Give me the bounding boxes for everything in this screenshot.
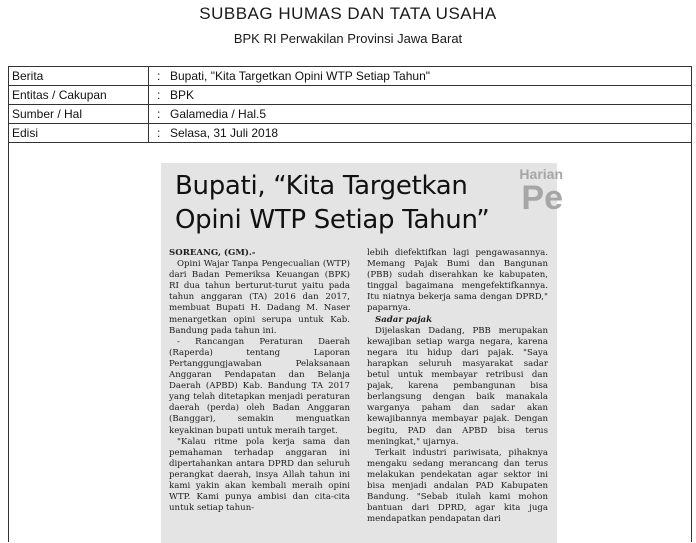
meta-row-entitas	[9, 86, 691, 105]
article-paragraph: Opini Wajar Tanpa Pengecualian (WTP) dari Badan Pemeriksa Keuangan (BPK) RI dua tahun berturut-turut yaitu pada tahun anggaran (TA) 2016 dan 2017, membuat Bupati H. Dadang M. Naser menargetkan opini serupa untuk Kab. Bandung pada tahun ini.	[169, 259, 350, 336]
ghost-text-line1: Harian	[519, 166, 563, 182]
article-column-left	[169, 248, 350, 514]
meta-colon: :	[157, 69, 161, 83]
meta-colon: :	[157, 126, 161, 140]
article-paragraph: - Rancangan Peraturan Daerah (Raperda) tentang Laporan Pertanggungjawaban Pelaksanaan Anggaran Pendapatan dan Belanja Daerah (APBD) Kab. Bandung TA 2017 yang telah ditetapkan menjadi peraturan daerah (perda) oleh Badan Anggaran (Banggar), semakin menguatkan keyakinan bupati untuk meraih target.	[169, 336, 350, 436]
article-column-right	[367, 248, 548, 525]
meta-value: Galamedia / Hal.5	[170, 107, 267, 121]
meta-label: Sumber / Hal	[12, 107, 83, 121]
meta-label: Entitas / Cakupan	[12, 88, 107, 102]
article-subhead: Sadar pajak	[375, 314, 433, 325]
meta-row-sumber	[9, 105, 691, 124]
headline-line-2: Opini WTP Setiap Tahun”	[175, 205, 490, 235]
article-paragraph: lebih diefektifkan lagi pengawasannya. Memang Pajak Bumi dan Bangunan (PBB) sudah diserahkan ke kabupaten, tinggal bagaimana mengefektifkannya. Itu niatnya bekerja sama dengan DPRD," paparnya.	[367, 248, 548, 314]
article-paragraph: "Kalau ritme pola kerja sama dan pemahaman terhadap anggaran ini dipertahankan antara DPRD dan seluruh perangkat daerah, insya Allah tahun ini kami yakin akan kembali meraih opini WTP. Kami punya ambisi dan cita-cita untuk setiap tahun-	[169, 436, 350, 514]
meta-value: BPK	[170, 88, 195, 102]
article-headline	[175, 169, 545, 237]
headline-line-1: Bupati, “Kita Targetkan	[175, 171, 468, 201]
meta-value: Selasa, 31 Juli 2018	[170, 126, 279, 140]
page-subtitle: BPK RI Perwakilan Provinsi Jawa Barat	[233, 31, 463, 46]
article-dateline: SOREANG, (GM).-	[169, 248, 256, 258]
newspaper-clipping	[161, 163, 563, 543]
meta-row-berita	[9, 67, 691, 86]
page-title: SUBBAG HUMAS DAN TATA USAHA	[199, 4, 497, 23]
article-paragraph: Dijelaskan Dadang, PBB merupakan kewajiban setiap warga negara, karena negara itu hidup dari pajak. "Saya harapkan seluruh masyarakat sadar betul untuk membayar retribusi dan pajak, karena pembangunan bisa berlangsung dengan baik manakala warganya paham dan sadar akan kewajibannya membayar pajak. Dengan begitu, PAD dan APBD bisa terus meningkat," ujarnya.	[367, 325, 548, 447]
article-paragraph: Terkait industri pariwisata, pihaknya mengaku sedang merancang dan terus melakukan pendekatan agar sektor ini bisa menjadi andalan PAD Kabupaten Bandung. "Sebab itulah kami mohon bantuan dari DPRD, agar kita juga mendapatkan pendapatan dari	[367, 447, 548, 525]
meta-colon: :	[157, 107, 161, 121]
meta-label: Berita	[12, 69, 44, 83]
meta-colon: :	[157, 88, 161, 102]
meta-label: Edisi	[12, 126, 39, 140]
clipping-frame	[8, 66, 692, 542]
ghost-text-line2: Pe	[521, 179, 563, 217]
meta-value: Bupati, "Kita Targetkan Opini WTP Setiap Tahun"	[170, 69, 431, 83]
meta-row-edisi	[9, 124, 691, 143]
